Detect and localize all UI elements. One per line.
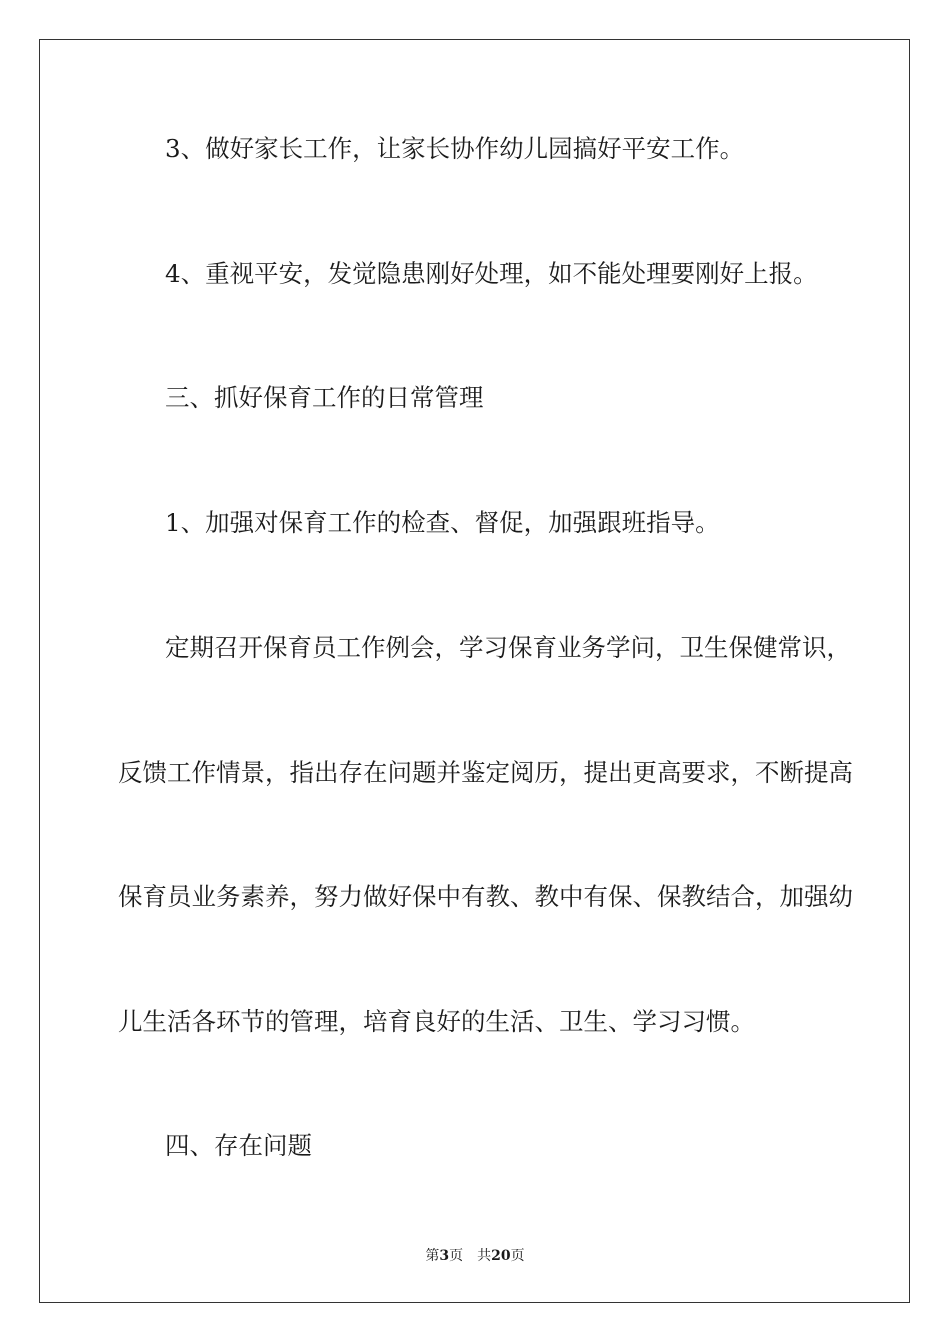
page-number: 3 (439, 1248, 450, 1264)
page-prefix: 第 (425, 1248, 440, 1264)
paragraph-line: 保育员业务素养，努力做好保中有教、教中有保、保教结合，加强幼 (118, 882, 853, 911)
total-suffix: 页 (510, 1248, 525, 1264)
total-prefix: 共 (477, 1248, 492, 1264)
paragraph-line: 1、加强对保育工作的检查、督促，加强跟班指导。 (165, 508, 720, 537)
page-border (39, 39, 910, 1303)
page-suffix: 页 (449, 1248, 464, 1264)
page-footer (0, 1246, 950, 1266)
section-heading: 四、存在问题 (165, 1131, 312, 1160)
paragraph-line: 反馈工作情景，指出存在问题并鉴定阅历，提出更高要求，不断提高 (118, 758, 853, 787)
paragraph-line: 3、做好家长工作，让家长协作幼儿园搞好平安工作。 (165, 134, 745, 163)
section-heading: 三、抓好保育工作的日常管理 (165, 383, 484, 412)
total-pages: 20 (491, 1248, 511, 1264)
paragraph-line: 定期召开保育员工作例会，学习保育业务学问，卫生保健常识， (165, 633, 851, 662)
paragraph-line: 儿生活各环节的管理，培育良好的生活、卫生、学习习惯。 (118, 1007, 755, 1036)
paragraph-line: 4、重视平安，发觉隐患刚好处理，如不能处理要刚好上报。 (165, 259, 818, 288)
